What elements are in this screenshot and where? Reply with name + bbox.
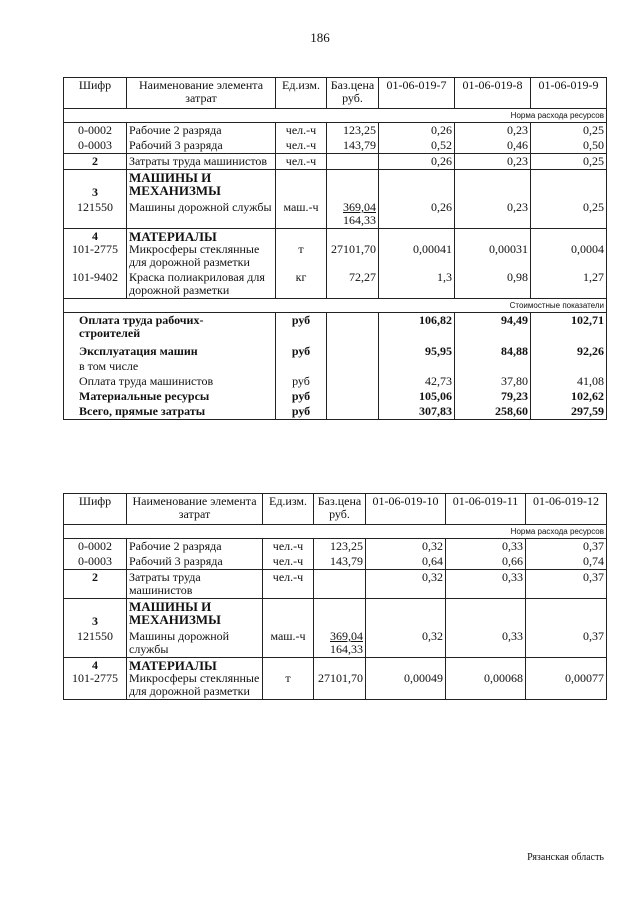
cost-name: в том числе bbox=[64, 359, 276, 374]
table-row bbox=[64, 570, 607, 599]
price-underlined: 369,04 bbox=[343, 200, 376, 214]
cost-unit: руб bbox=[276, 313, 327, 342]
material-code: 101-2775 bbox=[72, 242, 118, 256]
row-price: 143,79 bbox=[327, 138, 379, 154]
row-value-3: 0,25 bbox=[531, 154, 607, 170]
header-code: Шифр bbox=[64, 78, 127, 109]
row-value-1: 0,26 bbox=[379, 154, 455, 170]
cost-value-3: 92,26 bbox=[531, 341, 607, 359]
row-value-1: 0,52 bbox=[379, 138, 455, 154]
row-value-2: 0,23 bbox=[455, 200, 531, 229]
cost-name: Оплата труда машинистов bbox=[64, 374, 276, 389]
row-unit: маш.-ч bbox=[276, 200, 327, 229]
row-unit: чел.-ч bbox=[276, 154, 327, 170]
row-price bbox=[314, 629, 366, 658]
section-row-machines bbox=[64, 599, 607, 630]
row-price: 72,27 bbox=[327, 270, 379, 299]
row-code: 2 bbox=[64, 570, 127, 599]
row-price bbox=[314, 570, 366, 599]
table-row bbox=[64, 270, 607, 299]
row-value-2: 0,33 bbox=[446, 539, 526, 555]
section-title: МАШИНЫ И МЕХАНИЗМЫ bbox=[127, 599, 263, 630]
row-price: 27101,70 bbox=[327, 229, 379, 271]
row-unit: чел.-ч bbox=[263, 554, 314, 570]
price-second: 164,33 bbox=[343, 213, 376, 227]
row-name: Рабочий 3 разряда bbox=[127, 138, 276, 154]
cost-value-2: 84,88 bbox=[455, 341, 531, 359]
cost-value-1: 307,83 bbox=[379, 404, 455, 420]
row-code: 121550 bbox=[64, 200, 127, 229]
table-row bbox=[64, 138, 607, 154]
section-title: МАШИНЫ И МЕХАНИЗМЫ bbox=[127, 170, 276, 201]
cost-value-3: 41,08 bbox=[531, 374, 607, 389]
row-name bbox=[127, 229, 276, 271]
cost-name: Всего, прямые затраты bbox=[64, 404, 276, 420]
row-value-3: 0,25 bbox=[531, 123, 607, 139]
price-underlined: 369,04 bbox=[330, 629, 363, 643]
row-code: 101-9402 bbox=[64, 270, 127, 299]
section-number: 3 bbox=[64, 170, 127, 201]
header-col2: 01-06-019-8 bbox=[455, 78, 531, 109]
cost-value-3: 102,62 bbox=[531, 389, 607, 404]
table-row bbox=[64, 154, 607, 170]
row-unit: т bbox=[276, 229, 327, 271]
row-value-2: 0,33 bbox=[446, 629, 526, 658]
row-name: Затраты труда машинистов bbox=[127, 570, 263, 599]
header-name: Наименование элемента затрат bbox=[127, 78, 276, 109]
cost-value-2: 94,49 bbox=[455, 313, 531, 342]
row-value-3: 0,74 bbox=[526, 554, 607, 570]
row-value-2: 0,00031 bbox=[455, 229, 531, 271]
row-value-3: 0,0004 bbox=[531, 229, 607, 271]
section-number: 4 bbox=[92, 229, 98, 243]
norm-label-row bbox=[64, 109, 607, 123]
row-value-1: 0,00049 bbox=[366, 658, 446, 700]
row-code bbox=[64, 658, 127, 700]
table-row bbox=[64, 629, 607, 658]
table-header-row bbox=[64, 78, 607, 109]
section-number: 4 bbox=[92, 658, 98, 672]
cost-row bbox=[64, 313, 607, 342]
row-price: 123,25 bbox=[327, 123, 379, 139]
row-unit: кг bbox=[276, 270, 327, 299]
row-code: 2 bbox=[64, 154, 127, 170]
cost-value-1: 95,95 bbox=[379, 341, 455, 359]
row-name bbox=[127, 658, 263, 700]
row-name: Затраты труда машинистов bbox=[127, 154, 276, 170]
cost-value-2: 79,23 bbox=[455, 389, 531, 404]
row-value-1: 0,26 bbox=[379, 123, 455, 139]
header-col3: 01-06-019-9 bbox=[531, 78, 607, 109]
row-value-3: 0,00077 bbox=[526, 658, 607, 700]
row-value-1: 0,32 bbox=[366, 570, 446, 599]
row-code: 0-0002 bbox=[64, 539, 127, 555]
cost-value-1: 42,73 bbox=[379, 374, 455, 389]
row-price: 123,25 bbox=[314, 539, 366, 555]
table-row bbox=[64, 554, 607, 570]
row-name: Рабочие 2 разряда bbox=[127, 123, 276, 139]
header-name: Наименование элемента затрат bbox=[127, 494, 263, 525]
row-value-2: 0,23 bbox=[455, 154, 531, 170]
row-value-1: 0,32 bbox=[366, 629, 446, 658]
cost-table-2 bbox=[63, 493, 607, 700]
header-col3: 01-06-019-12 bbox=[526, 494, 607, 525]
norm-label: Норма расхода ресурсов bbox=[64, 525, 607, 539]
row-value-3: 1,27 bbox=[531, 270, 607, 299]
cost-row bbox=[64, 374, 607, 389]
table-row bbox=[64, 539, 607, 555]
header-unit: Ед.изм. bbox=[276, 78, 327, 109]
row-value-2: 0,98 bbox=[455, 270, 531, 299]
cost-row-total bbox=[64, 404, 607, 420]
cost-unit: руб bbox=[276, 389, 327, 404]
row-price bbox=[327, 154, 379, 170]
cost-value-2: 258,60 bbox=[455, 404, 531, 420]
header-col2: 01-06-019-11 bbox=[446, 494, 526, 525]
cost-value-3: 102,71 bbox=[531, 313, 607, 342]
section-number: 3 bbox=[64, 599, 127, 630]
row-value-2: 0,33 bbox=[446, 570, 526, 599]
row-price: 143,79 bbox=[314, 554, 366, 570]
table-row bbox=[64, 658, 607, 700]
norm-label-row bbox=[64, 525, 607, 539]
norm-label: Норма расхода ресурсов bbox=[64, 109, 607, 123]
row-value-3: 0,37 bbox=[526, 539, 607, 555]
page-number: 186 bbox=[310, 30, 330, 45]
row-value-1: 0,00041 bbox=[379, 229, 455, 271]
row-value-3: 0,37 bbox=[526, 629, 607, 658]
cost-value-3: 297,59 bbox=[531, 404, 607, 420]
material-code: 101-2775 bbox=[72, 671, 118, 685]
cost-unit: руб bbox=[276, 341, 327, 359]
table-row bbox=[64, 200, 607, 229]
row-value-1: 0,64 bbox=[366, 554, 446, 570]
row-name: Рабочие 2 разряда bbox=[127, 539, 263, 555]
row-value-1: 0,32 bbox=[366, 539, 446, 555]
header-unit: Ед.изм. bbox=[263, 494, 314, 525]
row-unit: маш.-ч bbox=[263, 629, 314, 658]
cost-row bbox=[64, 341, 607, 359]
price-second: 164,33 bbox=[330, 642, 363, 656]
header-col1: 01-06-019-10 bbox=[366, 494, 446, 525]
row-value-1: 0,26 bbox=[379, 200, 455, 229]
row-unit: чел.-ч bbox=[276, 123, 327, 139]
cost-value-1: 106,82 bbox=[379, 313, 455, 342]
header-price: Баз.цена руб. bbox=[314, 494, 366, 525]
header-col1: 01-06-019-7 bbox=[379, 78, 455, 109]
cost-name: Оплата труда рабочих-строителей bbox=[64, 313, 276, 342]
material-name: Микросферы стеклянные для дорожной разметки bbox=[129, 242, 260, 269]
row-value-3: 0,25 bbox=[531, 200, 607, 229]
row-code: 0-0002 bbox=[64, 123, 127, 139]
row-value-2: 0,00068 bbox=[446, 658, 526, 700]
cost-name: Материальные ресурсы bbox=[64, 389, 276, 404]
row-name: Машины дорожной службы bbox=[127, 629, 263, 658]
table-row bbox=[64, 123, 607, 139]
row-value-1: 1,3 bbox=[379, 270, 455, 299]
cost-unit: руб bbox=[276, 374, 327, 389]
row-name: Рабочий 3 разряда bbox=[127, 554, 263, 570]
cost-row bbox=[64, 389, 607, 404]
row-code: 121550 bbox=[64, 629, 127, 658]
row-price: 27101,70 bbox=[314, 658, 366, 700]
section-title: МАТЕРИАЛЫ bbox=[129, 229, 217, 244]
row-value-2: 0,66 bbox=[446, 554, 526, 570]
row-code: 0-0003 bbox=[64, 138, 127, 154]
row-unit: т bbox=[263, 658, 314, 700]
cost-name: Эксплуатация машин bbox=[64, 341, 276, 359]
row-name: Краска полиакриловая для дорожной разметки bbox=[127, 270, 276, 299]
row-price bbox=[327, 200, 379, 229]
cost-label: Стоимостные показатели bbox=[64, 299, 607, 313]
row-unit: чел.-ч bbox=[276, 138, 327, 154]
row-value-3: 0,37 bbox=[526, 570, 607, 599]
cost-unit: руб bbox=[276, 404, 327, 420]
cost-value-2: 37,80 bbox=[455, 374, 531, 389]
table-header-row bbox=[64, 494, 607, 525]
row-code bbox=[64, 229, 127, 271]
cost-label-row bbox=[64, 299, 607, 313]
section-row-machines bbox=[64, 170, 607, 201]
row-value-3: 0,50 bbox=[531, 138, 607, 154]
footer-region: Рязанская область bbox=[527, 852, 604, 863]
header-code: Шифр bbox=[64, 494, 127, 525]
row-value-2: 0,46 bbox=[455, 138, 531, 154]
row-unit: чел.-ч bbox=[263, 570, 314, 599]
cost-row bbox=[64, 359, 607, 374]
row-unit: чел.-ч bbox=[263, 539, 314, 555]
section-title: МАТЕРИАЛЫ bbox=[129, 658, 217, 673]
header-price: Баз.цена руб. bbox=[327, 78, 379, 109]
row-value-2: 0,23 bbox=[455, 123, 531, 139]
table-row bbox=[64, 229, 607, 271]
row-name: Машины дорожной службы bbox=[127, 200, 276, 229]
row-code: 0-0003 bbox=[64, 554, 127, 570]
cost-value-1: 105,06 bbox=[379, 389, 455, 404]
cost-table-1 bbox=[63, 77, 607, 420]
material-name: Микросферы стеклянные для дорожной разметки bbox=[129, 671, 260, 698]
